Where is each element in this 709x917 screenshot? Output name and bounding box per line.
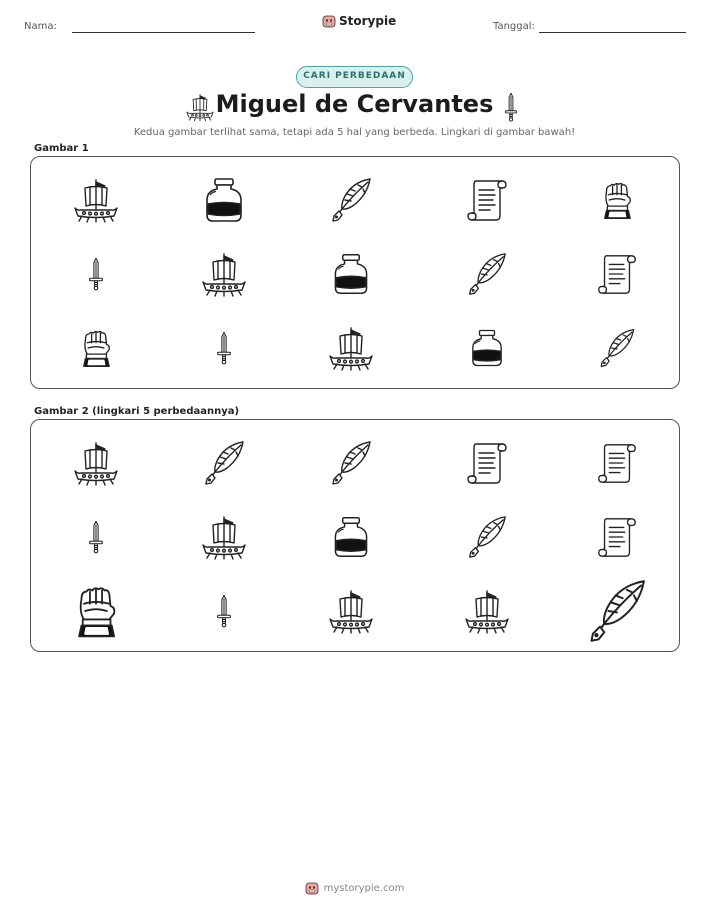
picture1-label: Gambar 1 [34,143,89,154]
picture2-ship-icon[interactable] [463,587,511,635]
picture2-quill-icon[interactable] [327,439,375,487]
date-input-line[interactable] [539,32,686,33]
picture2-ship-icon[interactable] [327,587,375,635]
picture1-inkwell-icon [200,176,248,224]
picture1-gauntlet-icon [596,179,638,221]
picture2-sword-icon[interactable] [207,594,241,628]
picture1-inkwell-icon [329,252,373,296]
picture2-label: Gambar 2 (lingkari 5 perbedaannya) [34,406,240,417]
footer-url: mystorypie.com [323,882,405,894]
picture2-quill-icon[interactable] [200,439,248,487]
picture2-inkwell-icon[interactable] [329,515,373,559]
picture2-scroll-icon[interactable] [463,439,511,487]
picture1-ship-icon [327,324,375,372]
picture2-scroll-icon[interactable] [594,440,640,486]
activity-badge: CARI PERBEDAAN [296,66,413,88]
picture2-quill-icon[interactable] [583,577,651,645]
picture1-inkwell-icon [467,328,507,368]
picture2-quill-icon[interactable] [464,514,510,560]
date-label: Tanggal: [493,21,535,32]
picture1-scroll-icon [463,176,511,224]
picture2-ship-icon[interactable] [200,513,248,561]
brand-name: Storypie [339,14,397,28]
picture1-quill-icon [464,251,510,297]
picture1-panel [30,156,680,389]
picture1-scroll-icon [594,251,640,297]
picture2-sword-icon[interactable] [79,520,113,554]
picture2-gauntlet-icon[interactable] [67,582,125,640]
picture1-ship-icon [200,250,248,298]
footer [0,881,709,895]
brand-logo [322,14,396,28]
instructions: Kedua gambar terlihat sama, tetapi ada 5 hal yang berbeda. Lingkari di gambar bawah! [133,127,576,138]
picture2-ship-icon[interactable] [72,439,120,487]
picture1-sword-icon [79,257,113,291]
name-input-line[interactable] [72,32,255,33]
picture2-panel[interactable] [30,419,680,652]
page-title: Miguel de Cervantes [215,90,494,118]
picture1-gauntlet-icon [75,327,117,369]
picture1-sword-icon [207,331,241,365]
name-label: Nama: [24,21,57,32]
title-sword-icon [496,92,526,122]
storypie-logo-icon [322,14,336,28]
picture1-ship-icon [72,176,120,224]
picture2-scroll-icon[interactable] [594,514,640,560]
storypie-logo-icon [305,881,319,895]
picture1-quill-icon [596,327,638,369]
picture1-quill-icon [327,176,375,224]
